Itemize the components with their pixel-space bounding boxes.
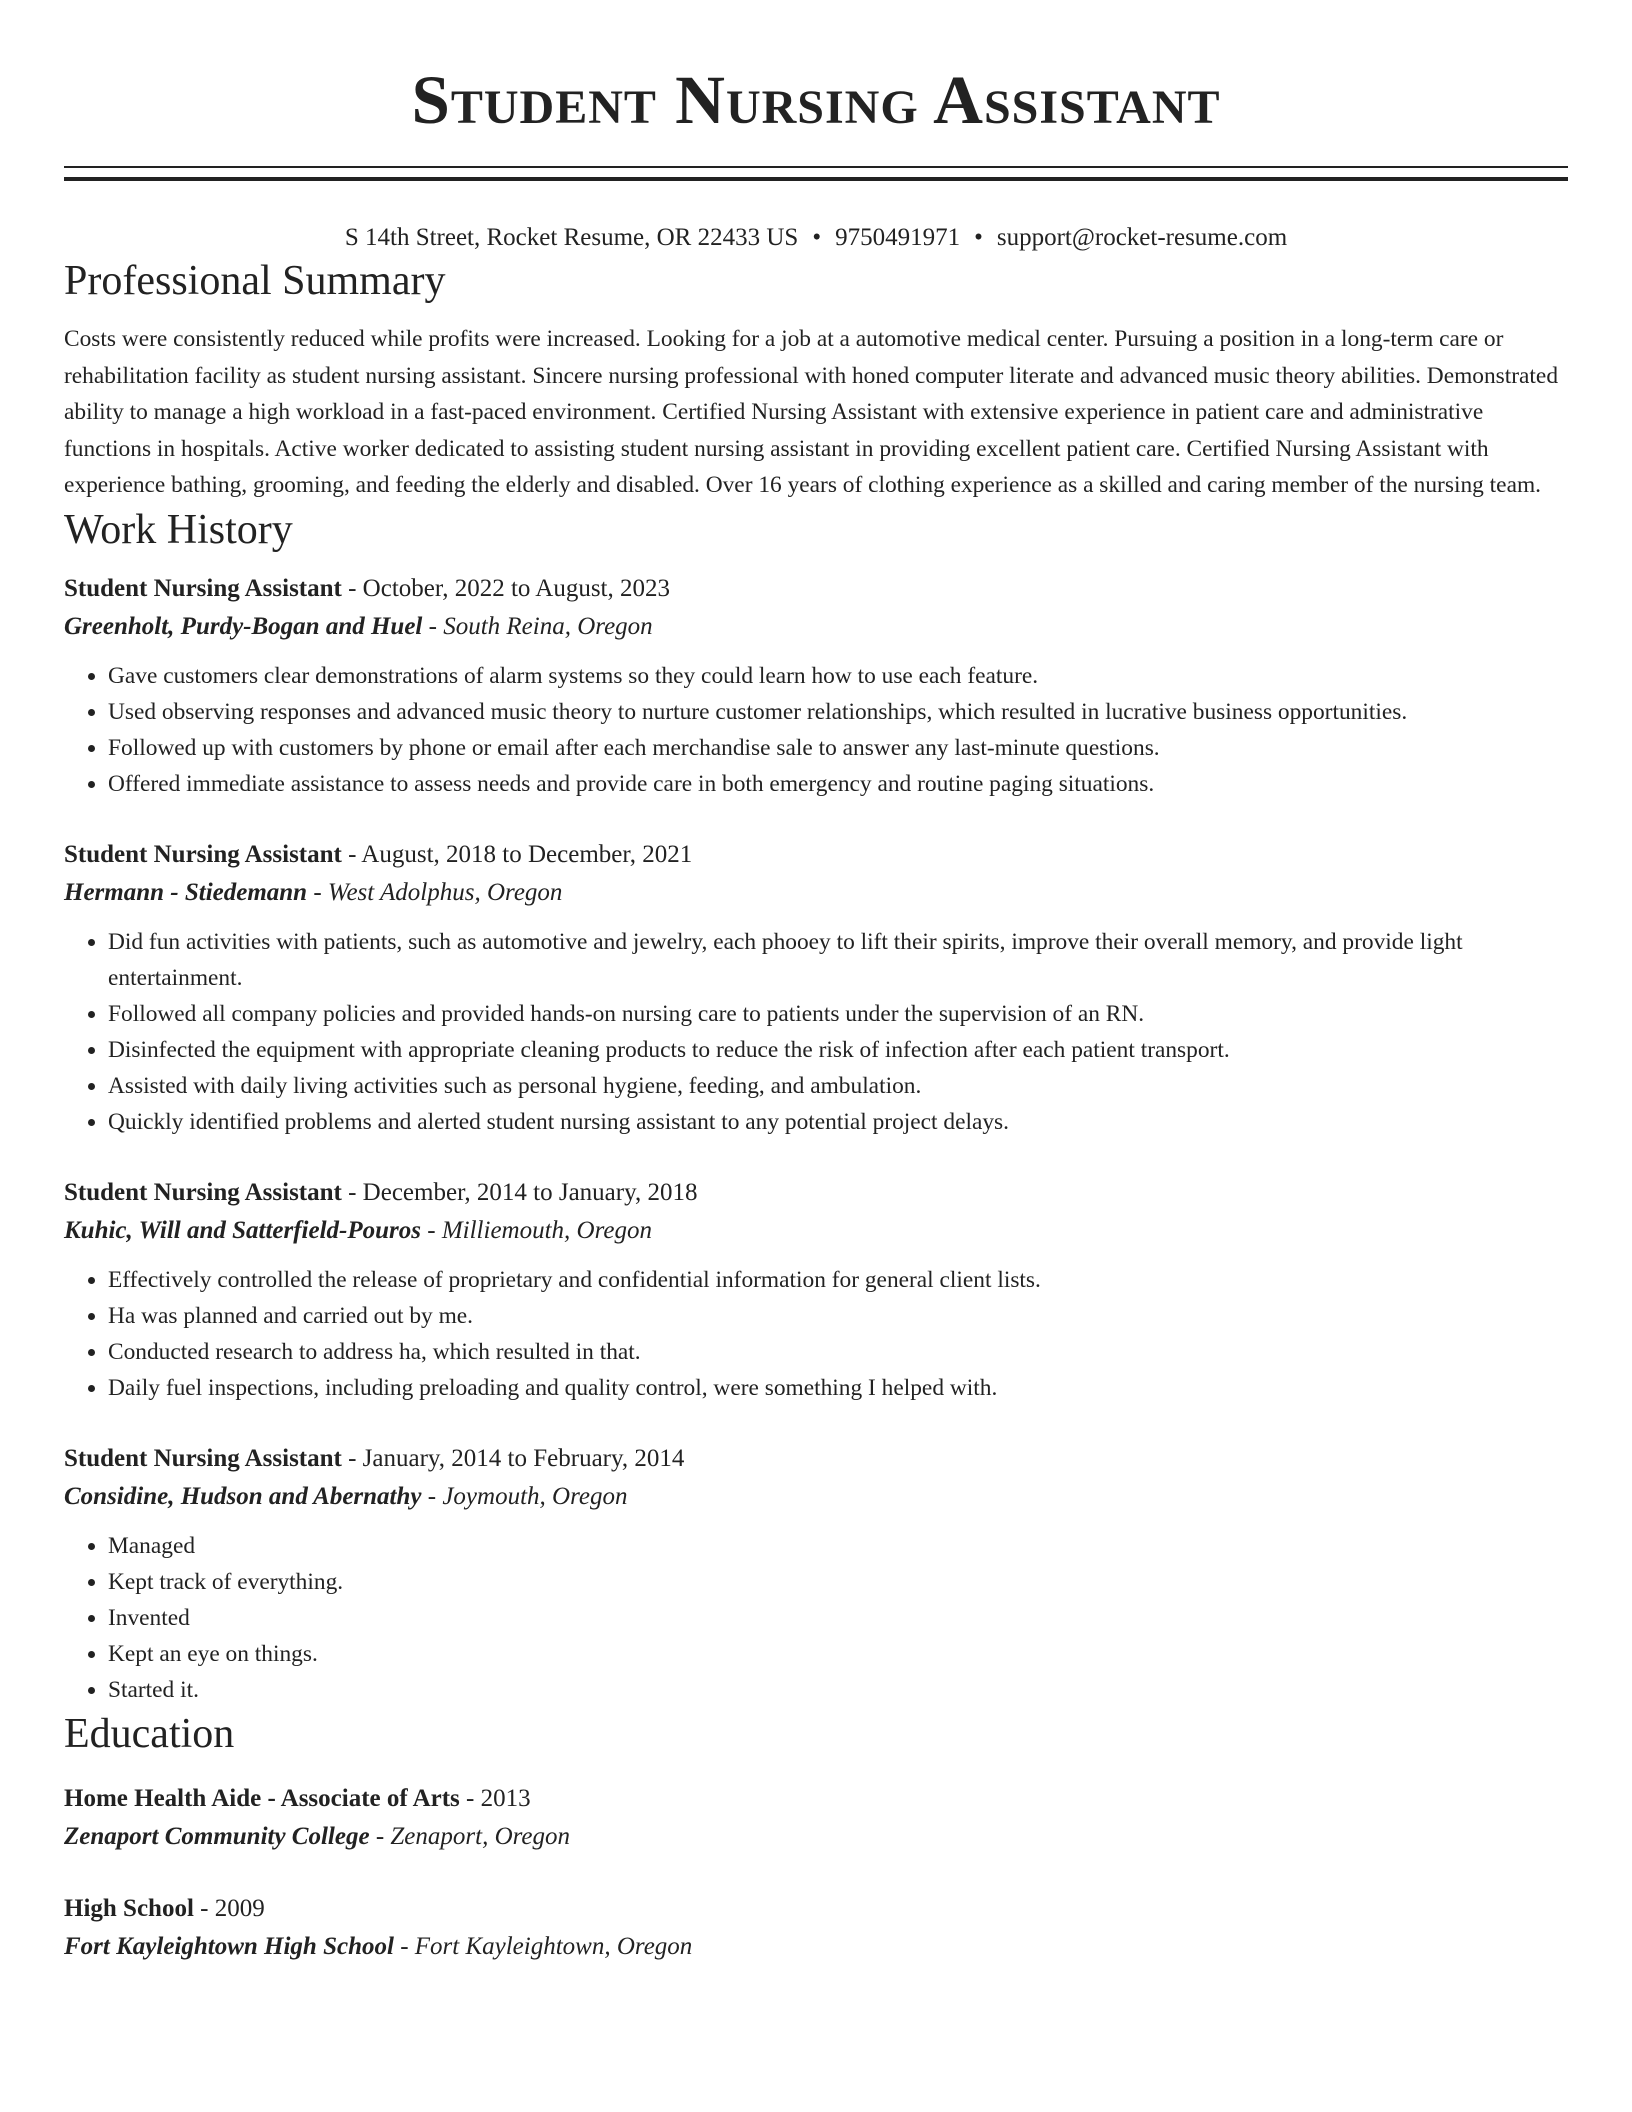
- education-entry: [64, 1780, 1568, 1856]
- job-bullet: • Kept an eye on things.: [108, 1636, 1568, 1672]
- job-entry: [64, 1440, 1568, 1708]
- job-entry: [64, 570, 1568, 802]
- job-bullet: • Gave customers clear demonstrations of alarm systems so they could learn how to use each feature.: [108, 658, 1568, 694]
- job-header: [64, 836, 1568, 874]
- job-bullet: • Managed: [108, 1528, 1568, 1564]
- job-employer: [64, 608, 1568, 646]
- education-school: Fort Kayleightown High School: [64, 1932, 394, 1960]
- job-title: Student Nursing Assistant: [64, 574, 342, 602]
- job-bullet: • Offered immediate assistance to assess needs and provide care in both emergency and routine paging situations.: [108, 766, 1568, 802]
- resume-title: Student Nursing Assistant: [411, 62, 1221, 138]
- job-bullet: • Assisted with daily living activities such as personal hygiene, feeding, and ambulation.: [108, 1068, 1568, 1104]
- job-company: Kuhic, Will and Satterfield-Pouros: [64, 1216, 422, 1244]
- job-employer: [64, 1478, 1568, 1516]
- education-entry: [64, 1890, 1568, 1966]
- education-degree: High School: [64, 1894, 194, 1922]
- job-bullet: • Disinfected the equipment with appropriate cleaning products to reduce the risk of infection after each patient transport.: [108, 1032, 1568, 1068]
- education-header: [64, 1780, 1568, 1818]
- education-school-line: [64, 1928, 1568, 1966]
- job-bullet: • Kept track of everything.: [108, 1564, 1568, 1600]
- contact-address: S 14th Street, Rocket Resume, OR 22433 US: [344, 224, 799, 251]
- job-location: - Joymouth, Oregon: [421, 1482, 628, 1510]
- education-school: Zenaport Community College: [64, 1822, 370, 1850]
- education-degree: Home Health Aide - Associate of Arts: [64, 1784, 460, 1812]
- job-bullets: [64, 1528, 1568, 1708]
- job-location: - West Adolphus, Oregon: [307, 878, 563, 906]
- job-title: Student Nursing Assistant: [64, 840, 342, 868]
- job-bullet: • Invented: [108, 1600, 1568, 1636]
- summary-text: Costs were consistently reduced while profits were increased. Looking for a job at a automotive medical center. Pursuing a position in a long-term care or rehabilitation facility as student nursing assistant. Sincere nursing professional with honed computer literate and advanced music theory abilities. Demonstrated ability to manage a high workload in a fast-paced environment. Certified Nursing Assistant with extensive experience in patient care and administrative functions in hospitals. Active worker dedicated to assisting student nursing assistant in providing excellent patient care. Certified Nursing Assistant with experience bathing, grooming, and feeding the elderly and disabled. Over 16 years of clothing experience as a skilled and caring member of the nursing team.: [64, 326, 1559, 499]
- job-dates: - October, 2022 to August, 2023: [341, 574, 670, 602]
- education-location: - Zenaport, Oregon: [369, 1822, 571, 1850]
- job-location: - South Reina, Oregon: [422, 612, 653, 640]
- education-location: - Fort Kayleightown, Oregon: [393, 1932, 693, 1960]
- job-bullets: [64, 924, 1568, 1140]
- job-bullet: • Started it.: [108, 1672, 1568, 1708]
- job-employer: [64, 1212, 1568, 1250]
- job-bullet: • Conducted research to address ha, which resulted in that.: [108, 1334, 1568, 1370]
- summary-heading: Professional Summary: [64, 258, 446, 304]
- education-year: - 2013: [459, 1784, 531, 1812]
- contact-separator: •: [812, 224, 822, 251]
- job-dates: - January, 2014 to February, 2014: [341, 1444, 685, 1472]
- job-entry: [64, 836, 1568, 1140]
- work-history-heading: Work History: [64, 506, 293, 553]
- education-heading: Education: [64, 1710, 235, 1757]
- job-title: Student Nursing Assistant: [64, 1444, 342, 1472]
- job-company: Considine, Hudson and Abernathy: [64, 1482, 422, 1510]
- title-divider: [64, 166, 1568, 181]
- job-bullets: [64, 658, 1568, 802]
- job-employer: [64, 874, 1568, 912]
- job-bullet: • Effectively controlled the release of proprietary and confidential information for general client lists.: [108, 1262, 1568, 1298]
- job-bullet: • Used observing responses and advanced music theory to nurture customer relationships, which resulted in lucrative business opportunities.: [108, 694, 1568, 730]
- job-bullet: • Daily fuel inspections, including preloading and quality control, were something I helped with.: [108, 1370, 1568, 1406]
- job-bullet: • Followed up with customers by phone or email after each merchandise sale to answer any last-minute questions.: [108, 730, 1568, 766]
- contact-line: [64, 221, 1568, 255]
- job-bullet: • Ha was planned and carried out by me.: [108, 1298, 1568, 1334]
- job-header: [64, 1440, 1568, 1478]
- job-bullet: • Did fun activities with patients, such as automotive and jewelry, each phooey to lift their spirits, improve their overall memory, and provide light entertainment.: [108, 924, 1568, 996]
- job-bullets: [64, 1262, 1568, 1406]
- job-company: Hermann - Stiedemann: [64, 878, 308, 906]
- job-dates: - August, 2018 to December, 2021: [341, 840, 693, 868]
- contact-email: support@rocket-resume.com: [996, 224, 1288, 251]
- job-dates: - December, 2014 to January, 2018: [341, 1178, 698, 1206]
- job-bullet: • Followed all company policies and provided hands-on nursing care to patients under the supervision of an RN.: [108, 996, 1568, 1032]
- education-school-line: [64, 1818, 1568, 1856]
- job-header: [64, 1174, 1568, 1212]
- job-company: Greenholt, Purdy-Bogan and Huel: [64, 612, 423, 640]
- contact-separator: •: [974, 224, 983, 251]
- job-entry: [64, 1174, 1568, 1406]
- education-header: [64, 1890, 1568, 1928]
- education-year: - 2009: [193, 1894, 265, 1922]
- job-title: Student Nursing Assistant: [64, 1178, 342, 1206]
- job-header: [64, 570, 1568, 608]
- job-bullet: • Quickly identified problems and alerted student nursing assistant to any potential project delays.: [108, 1104, 1568, 1140]
- contact-phone: 9750491971: [835, 224, 961, 251]
- job-location: - Milliemouth, Oregon: [421, 1216, 652, 1244]
